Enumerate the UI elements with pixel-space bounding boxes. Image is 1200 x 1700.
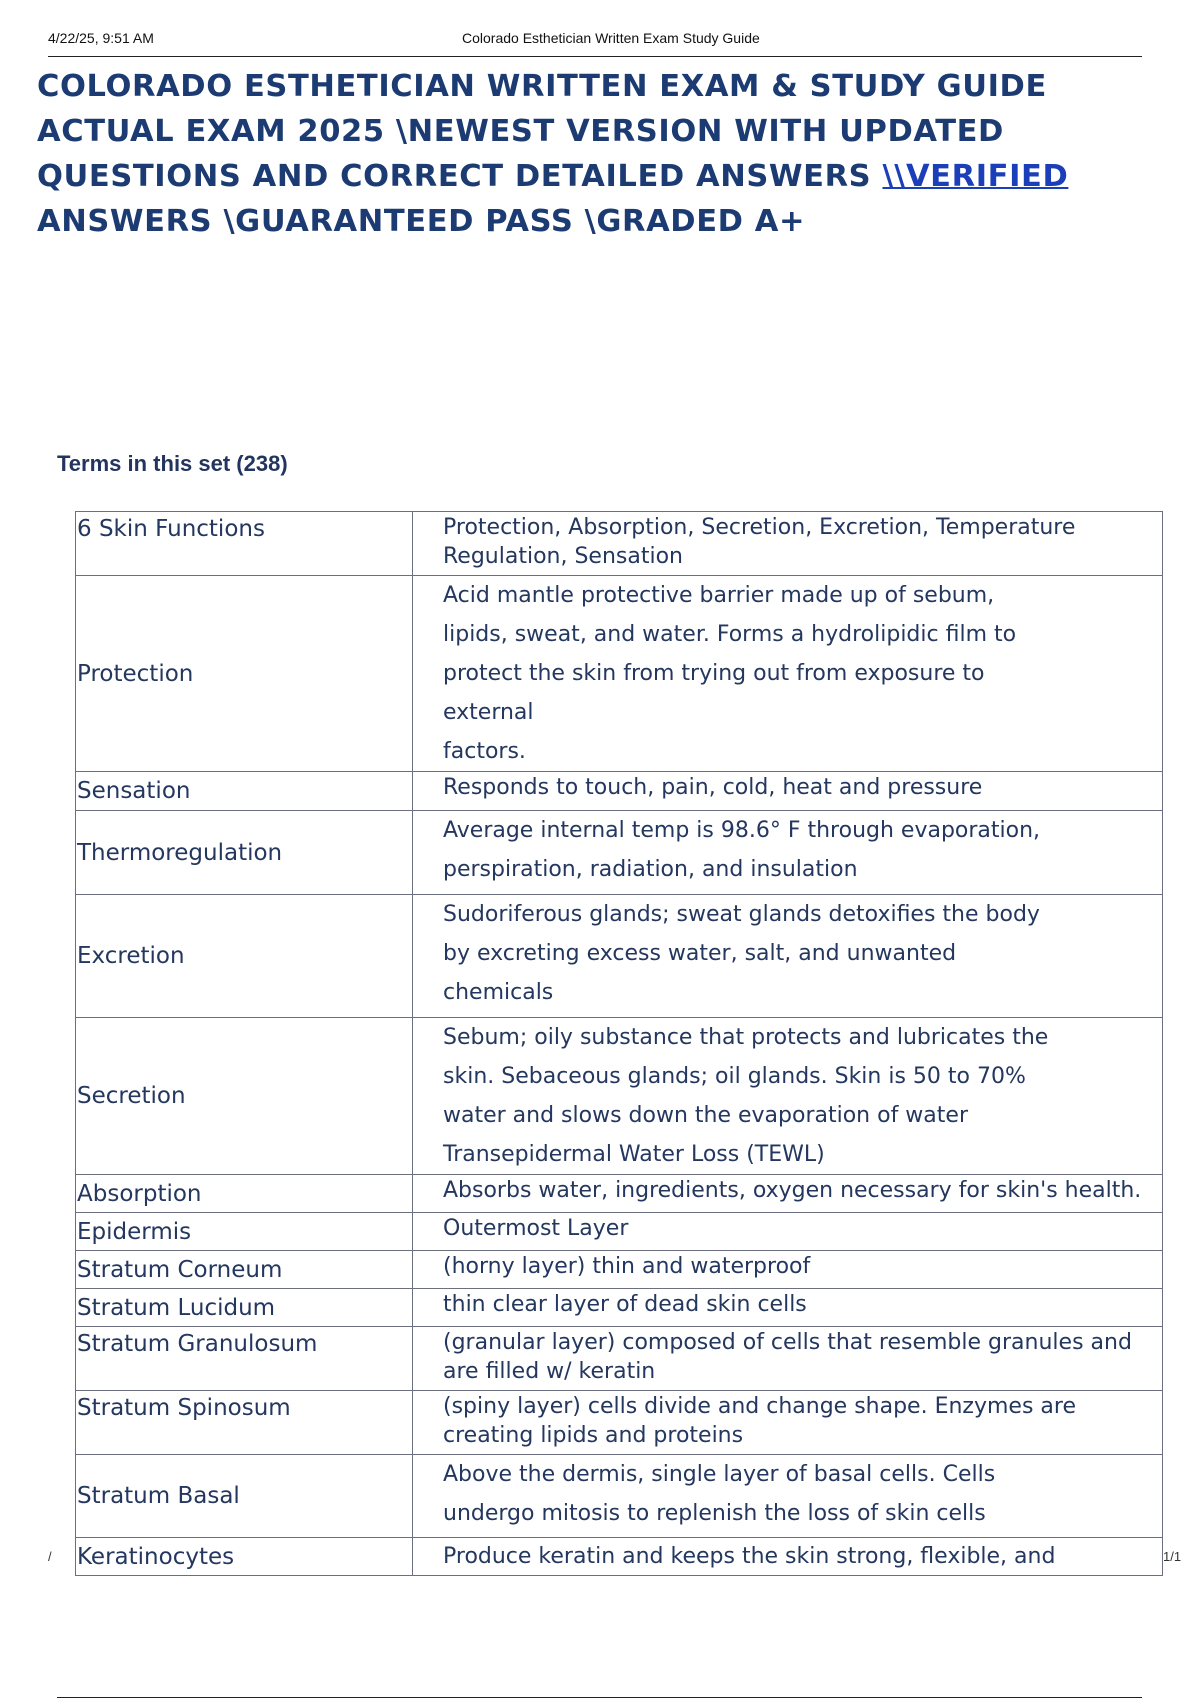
table-row [76,1289,1163,1327]
definition-cell [413,1175,1163,1213]
table-row [76,576,1163,772]
definition-cell [413,576,1163,772]
term-cell: Stratum Spinosum [76,1391,413,1455]
terms-count: Terms in this set (238) [57,451,288,476]
definition-line: (horny layer) thin and waterproof [443,1254,811,1279]
definition-line: (granular layer) composed of cells that resemble granules and [443,1330,1132,1355]
definition-cell [413,1251,1163,1289]
table-row [76,811,1163,895]
definition-line: are filled w/ keratin [443,1359,656,1384]
term-cell: Absorption [76,1175,413,1213]
table-row [76,1391,1163,1455]
definition-cell [413,1289,1163,1327]
term-cell: Sensation [76,772,413,811]
table-row [76,1455,1163,1538]
verified-link[interactable]: \\VERIFIED [882,159,1069,194]
definition-line: Above the dermis, single layer of basal cells. Cells [443,1462,996,1487]
term-cell: Stratum Granulosum [76,1327,413,1391]
definition-line: lipids, sweat, and water. Forms a hydrolipidic film to [443,622,1017,647]
term-cell: Protection [76,576,413,772]
definition-line: chemicals [443,980,554,1005]
term-cell: Thermoregulation [76,811,413,895]
definition-line: Average internal temp is 98.6° F through evaporation, [443,818,1041,843]
term-cell: Epidermis [76,1213,413,1251]
definition-line: creating lipids and proteins [443,1423,744,1448]
definition-cell [413,1213,1163,1251]
title-line-4: ANSWERS \GUARANTEED PASS \GRADED A+ [37,204,806,239]
terms-table [75,511,1163,1576]
table-row [76,1538,1163,1576]
definition-line: (spiny layer) cells divide and change shape. Enzymes are [443,1394,1076,1419]
definition-line: Regulation, Sensation [443,544,683,569]
definition-line: undergo mitosis to replenish the loss of skin cells [443,1501,986,1526]
definition-cell [413,1538,1163,1576]
definition-line: Protection, Absorption, Secretion, Excretion, Temperature [443,515,1076,540]
definition-line: Transepidermal Water Loss (TEWL) [443,1142,825,1167]
title-line-3: QUESTIONS AND CORRECT DETAILED ANSWERS [37,159,883,194]
definition-line: thin clear layer of dead skin cells [443,1292,807,1317]
table-row [76,895,1163,1018]
definition-cell [413,1391,1163,1455]
table-row [76,1251,1163,1289]
document-title [37,64,1157,244]
definition-line: Absorbs water, ingredients, oxygen necessary for skin's health. [443,1178,1142,1203]
definition-cell [413,512,1163,576]
definition-line: Acid mantle protective barrier made up of sebum, [443,583,995,608]
footer-mark: / [48,1549,52,1564]
term-cell: 6 Skin Functions [76,512,413,576]
term-cell: Secretion [76,1018,413,1175]
definition-line: Outermost Layer [443,1216,629,1241]
definition-line: water and slows down the evaporation of water [443,1103,968,1128]
definition-line: skin. Sebaceous glands; oil glands. Skin is 50 to 70% [443,1064,1026,1089]
table-row [76,1327,1163,1391]
definition-line: perspiration, radiation, and insulation [443,857,858,882]
title-line-2: ACTUAL EXAM 2025 \NEWEST VERSION WITH UPDATED [37,114,1004,149]
definition-cell [413,895,1163,1018]
definition-line: Produce keratin and keeps the skin strong, flexible, and [443,1544,1056,1569]
table-row [76,772,1163,811]
table-row [76,512,1163,576]
definition-line: Responds to touch, pain, cold, heat and pressure [443,775,983,800]
page-number: 1/1 [1163,1549,1182,1564]
table-row [76,1018,1163,1175]
definition-line: Sudoriferous glands; sweat glands detoxifies the body [443,902,1040,927]
print-page-title: Colorado Esthetician Written Exam Study Guide [462,30,760,46]
definition-cell [413,811,1163,895]
definition-line: by excreting excess water, salt, and unwanted [443,941,957,966]
term-cell: Stratum Lucidum [76,1289,413,1327]
term-cell: Excretion [76,895,413,1018]
definition-cell [413,772,1163,811]
definition-line: Sebum; oily substance that protects and lubricates the [443,1025,1049,1050]
term-cell: Stratum Basal [76,1455,413,1538]
definition-cell [413,1018,1163,1175]
definition-line: external [443,700,534,725]
table-row [76,1175,1163,1213]
bottom-divider [57,1697,1142,1698]
term-cell: Keratinocytes [76,1538,413,1576]
title-line-1: COLORADO ESTHETICIAN WRITTEN EXAM & STUDY GUIDE [37,69,1047,104]
definition-line: factors. [443,739,526,764]
definition-line: protect the skin from trying out from exposure to [443,661,985,686]
table-row [76,1213,1163,1251]
term-cell: Stratum Corneum [76,1251,413,1289]
print-header [48,28,1142,57]
definition-cell [413,1327,1163,1391]
print-datetime: 4/22/25, 9:51 AM [48,30,154,46]
definition-cell [413,1455,1163,1538]
